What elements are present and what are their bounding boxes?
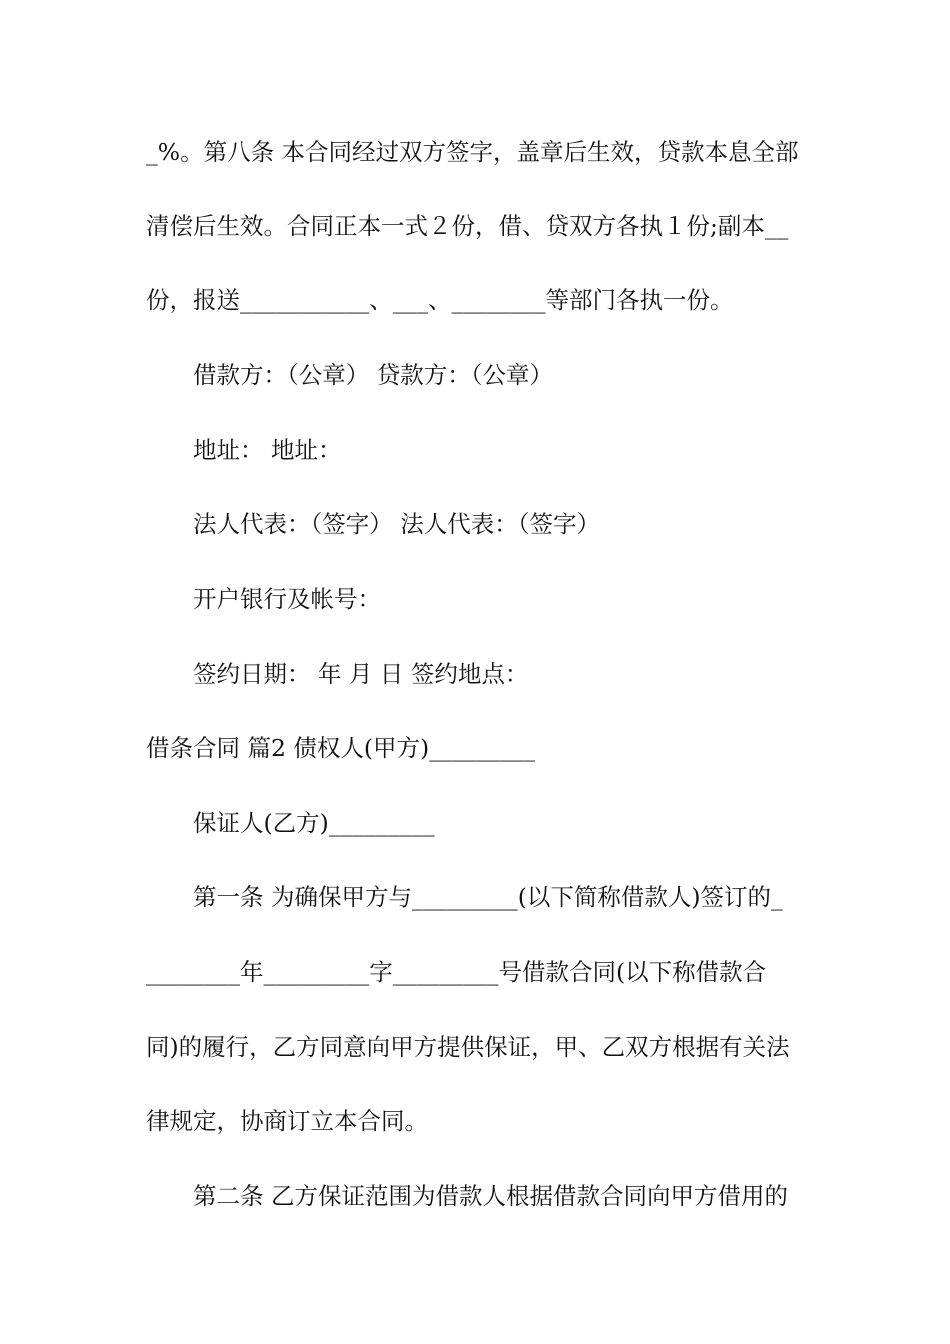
paragraph-line-2: 清偿后生效。合同正本一式２份，借、贷双方各执１份;副本__ (146, 212, 789, 240)
paragraph-line-3: 份，报送___________、___、________等部门各执一份。 (146, 286, 734, 314)
address-line: 地址： 地址： (193, 436, 342, 464)
article-1-line-4: 律规定，协商订立本合同。 (146, 1107, 428, 1135)
signature-party-line: 借款方：（公章） 贷款方：（公章） (193, 361, 553, 389)
article-1-line-1: 第一条 为确保甲方与_________(以下简称借款人)签订的_ (193, 883, 783, 911)
legal-representative-line: 法人代表：（签字） 法人代表：（签字） (193, 510, 600, 538)
article-1-line-2: ________年_________字_________号借款合同(以下称借款合 (146, 958, 767, 986)
guarantor-line: 保证人(乙方)_________ (193, 809, 435, 837)
bank-account-line: 开户银行及帐号： (193, 585, 381, 613)
article-1-line-3: 同)的履行，乙方同意向甲方提供保证，甲、乙双方根据有关法 (146, 1033, 790, 1061)
paragraph-line-1: _%。第八条 本合同经过双方签字，盖章后生效，贷款本息全部 (146, 138, 799, 166)
section-heading-line: 借条合同 篇2 债权人(甲方)_________ (146, 734, 535, 762)
signing-date-line: 签约日期： 年 月 日 签约地点： (193, 660, 529, 688)
article-2-line-1: 第二条 乙方保证范围为借款人根据借款合同向甲方借用的 (193, 1182, 788, 1210)
